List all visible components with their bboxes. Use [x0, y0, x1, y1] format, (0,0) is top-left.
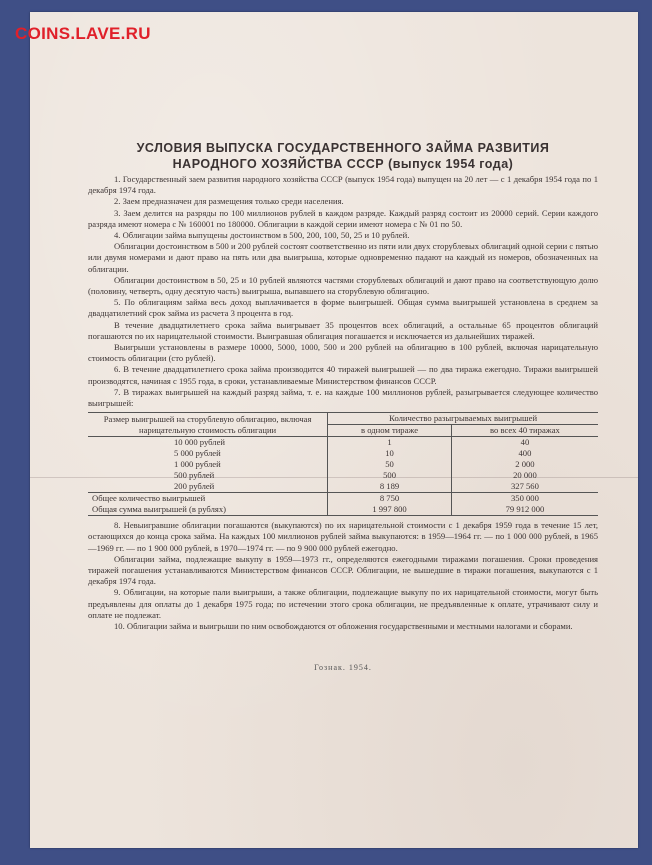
- title-line-1: УСЛОВИЯ ВЫПУСКА ГОСУДАРСТВЕННОГО ЗАЙМА РАЗВИТИЯ: [136, 141, 550, 155]
- table-row: [88, 459, 598, 470]
- row-one-draw: 1: [328, 437, 452, 449]
- paragraph: 8. Невыигравшие облигации погашаются (выкупаются) по их нарицательной стоимости с 1 декабря 1959 года в течение 15 лет, остающихся до конца срока займа. На каждых 100 миллионов рублей займа выкупаются: в 1959—1964 гг. — по 1 000 000 рублей, в 1965—1969 гг. — по 1 900 000 рублей, в 1970—1974 гг. — по 9 900 000 рублей ежегодно.: [88, 520, 598, 553]
- row-one-draw: 500: [328, 470, 452, 481]
- total-sum-one: 1 997 800: [328, 504, 452, 516]
- table-row: [88, 437, 598, 449]
- paragraph: 5. По облигациям займа весь доход выплачивается в форме выигрышей. Общая сумма выигрышей установлена в среднем за двадцатилетний срок займа из расчета 3 процента в год.: [88, 297, 598, 319]
- table-head-size: Размер выигрышей на сторублевую облигацию, включая нарицательную стоимость облигации: [88, 413, 328, 437]
- total-sum-label: Общая сумма выигрышей (в рублях): [88, 504, 328, 516]
- total-count-one: 8 750: [328, 493, 452, 505]
- paragraph: 7. В тиражах выигрышей на каждый разряд займа, т. е. на каждые 100 миллионов рублей, разыгрывается следующее количество выигрышей:: [88, 386, 598, 409]
- bond-back-sheet: [30, 12, 638, 848]
- paragraph: В течение двадцатилетнего срока займа выигрывает 35 процентов всех облигаций, а остальные 65 процентов облигаций погашаются по их нарицательной стоимости. Выигравшая облигация погашается и исключается из дальнейших тиражей.: [88, 319, 598, 341]
- row-one-draw: 8 189: [328, 481, 452, 493]
- total-count-label: Общее количество выигрышей: [88, 493, 328, 505]
- row-all-draws: 327 560: [510, 481, 539, 492]
- row-all-draws: 2 000: [515, 459, 535, 470]
- paragraph: Выигрыши установлены в размере 10000, 5000, 1000, 500 и 200 рублей на облигацию в 100 рублей, включая нарицательную стоимость облигации (сто рублей).: [88, 342, 598, 364]
- paragraph: 3. Заем делится на разряды по 100 миллионов рублей в каждом разряде. Каждый разряд состоит из 20000 серий. Серии каждого разряда имеют номера с № 160001 по 180000. Облигации в каждой серии имеют номера с № 01 по 50.: [88, 207, 598, 229]
- row-all-draws: 40: [520, 437, 530, 448]
- row-label: 5 000 рублей: [88, 448, 328, 459]
- paragraph: 6. В течение двадцатилетнего срока займа производится 40 тиражей выигрышей — по два тиража ежегодно. Тиражи выигрышей производятся, начиная с 1955 года, в сроки, устанавливаемые Министерством финансов СССР.: [88, 364, 598, 386]
- table-total-count-row: [88, 493, 598, 505]
- table-row: [88, 470, 598, 481]
- table-head-count: Количество разыгрываемых выигрышей: [328, 413, 598, 425]
- table-row: [88, 448, 598, 459]
- total-count-all: 350 000: [451, 493, 598, 505]
- paragraph: 2. Заем предназначен для размещения только среди населения.: [114, 196, 344, 207]
- row-label: 200 рублей: [88, 481, 328, 493]
- row-all-draws: 400: [518, 448, 532, 459]
- document-body: [88, 140, 598, 674]
- paragraph: Облигации достоинством в 50, 25 и 10 рублей являются частями сторублевых облигаций и дают право на соответствующую долю (половину, четверть, одну десятую часть) выигрыша, выпавшего на сторублевую облигацию.: [88, 274, 598, 297]
- table-head-one-draw: в одном тираже: [328, 425, 452, 437]
- document-title: [88, 140, 598, 172]
- row-one-draw: 10: [328, 448, 452, 459]
- paragraph: Облигации достоинством в 500 и 200 рублей состоят соответственно из пяти или двух сторублевых облигаций одной серии с пятью или двумя номерами и дают право на пять или два выигрыша, которые одновременно падают на каждый из номеров, обозначенных на облигации.: [88, 241, 598, 274]
- row-label: 10 000 рублей: [88, 437, 328, 449]
- row-one-draw: 50: [328, 459, 452, 470]
- table-head-all-draws: во всех 40 тиражах: [451, 425, 598, 437]
- table-total-sum-row: [88, 504, 598, 516]
- paragraph: Облигации займа, подлежащие выкупу в 1959—1973 гг., определяются ежегодными тиражами погашения. Сроки проведения тиражей погашения устанавливаются Министерством финансов СССР. Облигации, не вышедшие в тиражи погашения, выкупаются с 1 декабря 1974 года.: [88, 553, 598, 587]
- paragraph: 1. Государственный заем развития народного хозяйства СССР (выпуск 1954 года) выпущен на 20 лет — с 1 декабря 1954 года по 1 декабря 1974 года.: [88, 174, 598, 196]
- title-line-2: НАРОДНОГО ХОЗЯЙСТВА СССР (выпуск 1954 года): [172, 157, 514, 171]
- row-label: 500 рублей: [88, 470, 328, 481]
- winnings-table: [88, 412, 598, 516]
- paragraph: 9. Облигации, на которые пали выигрыши, а также облигации, подлежащие выкупу по их нарицательной стоимости, могут быть предъявлены для оплаты до 1 декабря 1975 года; по истечении этого срока облигации, не предъявленные к оплате, утрачивают силу и оплате не подлежат.: [88, 587, 598, 620]
- total-sum-all: 79 912 000: [451, 504, 598, 516]
- row-all-draws: 20 000: [513, 470, 537, 481]
- row-label: 1 000 рублей: [88, 459, 328, 470]
- watermark-logo: COINS.LAVE.RU: [15, 24, 151, 43]
- paragraph: 10. Облигации займа и выигрыши по ним освобождаются от обложения государственными и местными налогами и сборами.: [114, 621, 573, 632]
- paragraph: 4. Облигации займа выпущены достоинством в 500, 200, 100, 50, 25 и 10 рублей.: [114, 230, 410, 241]
- table-row: [88, 481, 598, 493]
- printer-imprint: Гознак. 1954.: [314, 663, 372, 673]
